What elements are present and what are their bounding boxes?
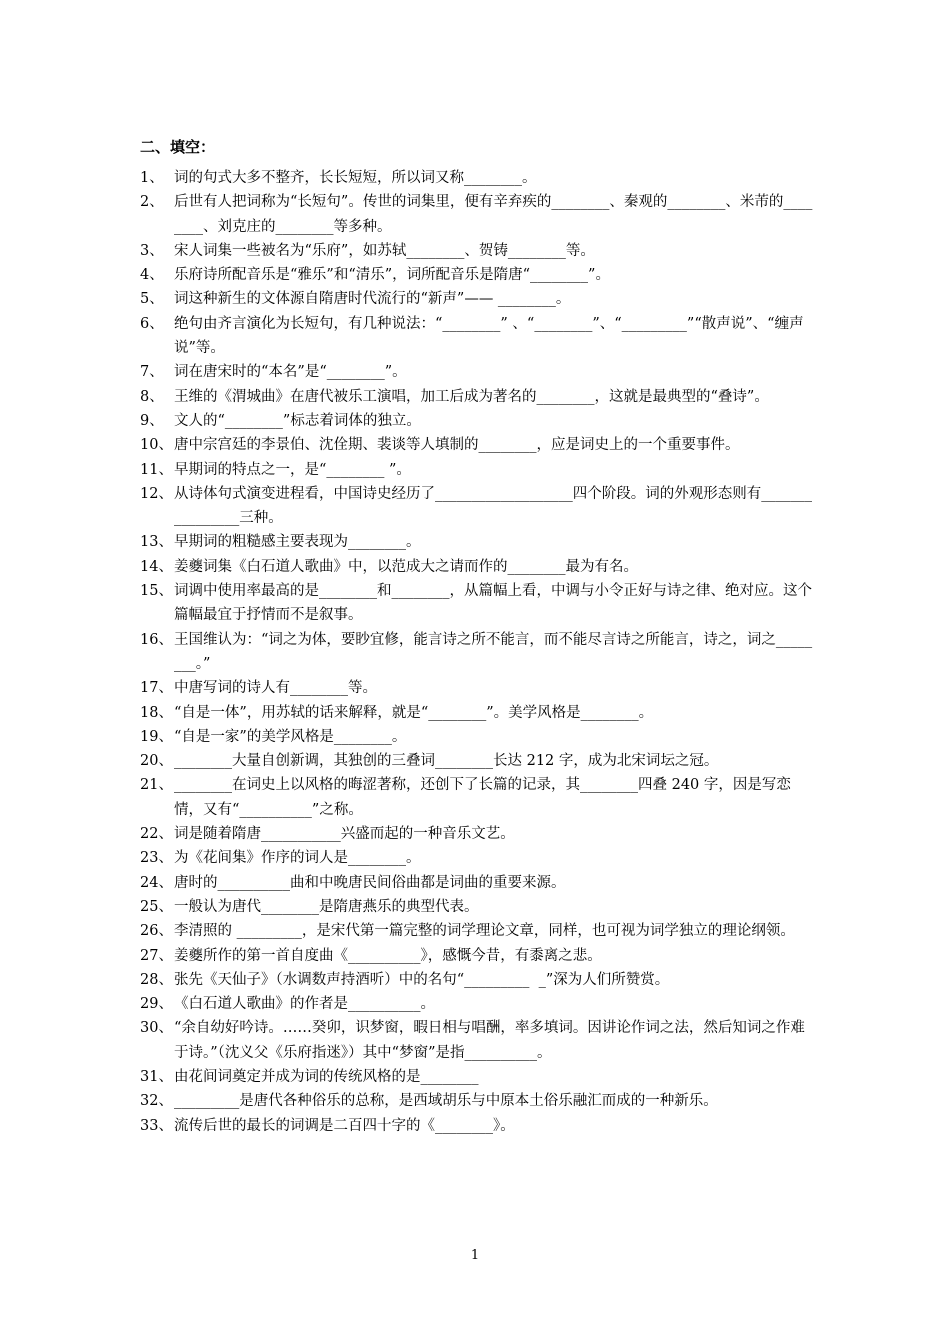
question-number: 10、	[140, 437, 173, 454]
question-item	[140, 871, 815, 895]
question-number: 8、	[140, 388, 164, 405]
question-text: 早期词的粗糙感主要表现为________。	[174, 534, 421, 551]
question-number: 26、	[140, 923, 173, 940]
question-item	[140, 287, 815, 311]
question-number: 4、	[140, 267, 164, 284]
question-text: 早期词的特点之一，是“________ ”。	[174, 461, 411, 478]
question-item	[140, 992, 815, 1016]
question-item	[140, 725, 815, 749]
question-number: 17、	[140, 680, 173, 697]
question-item	[140, 968, 815, 992]
question-number: 29、	[140, 996, 173, 1013]
question-item	[140, 458, 815, 482]
question-item	[140, 555, 815, 579]
question-item	[140, 628, 815, 677]
question-text: 唐时的__________曲和中晚唐民间俗曲都是词曲的重要来源。	[174, 874, 566, 891]
question-number: 3、	[140, 242, 164, 259]
question-number: 5、	[140, 291, 164, 308]
question-item	[140, 166, 815, 190]
question-text: 张先《天仙子》（水调数声持酒听）中的名句“_________ _”深为人们所赞赏。	[174, 971, 670, 988]
question-text: “余自幼好吟诗。……癸卯，识梦窗，暇日相与唱酬，率多填词。因讲论作词之法，然后知词之作难于诗。”（沈义父《乐府指迷》）其中“梦窗”是指__________。	[174, 1020, 805, 1061]
question-item	[140, 1114, 815, 1138]
question-item	[140, 701, 815, 725]
question-item	[140, 190, 815, 239]
question-text: 宋人词集一些被名为“乐府”，如苏轼________、贺铸________等。	[174, 242, 595, 259]
question-item	[140, 822, 815, 846]
question-number: 20、	[140, 753, 173, 770]
question-number: 12、	[140, 485, 173, 502]
question-text: 《白石道人歌曲》的作者是__________。	[174, 996, 435, 1013]
question-text: “自是一体”，用苏轼的话来解释，就是“________”。美学风格是________。	[174, 704, 654, 721]
question-number: 22、	[140, 826, 173, 843]
question-number: 7、	[140, 364, 164, 381]
question-text: 词调中使用率最高的是________和________，从篇幅上看，中调与小令正好与诗之律、绝对应。这个篇幅最宜于抒情而不是叙事。	[174, 583, 812, 624]
question-text: 词是随着隋唐___________兴盛而起的一种音乐文艺。	[174, 826, 515, 843]
question-number: 33、	[140, 1117, 173, 1134]
question-number: 32、	[140, 1093, 173, 1110]
question-text: 姜夔所作的第一首自度曲《__________》，感慨今昔，有黍离之悲。	[174, 947, 602, 964]
question-text: “自是一家”的美学风格是________。	[174, 728, 407, 745]
question-text: 一般认为唐代________是隋唐燕乐的典型代表。	[174, 898, 479, 915]
question-item	[140, 676, 815, 700]
question-number: 30、	[140, 1020, 173, 1037]
question-item	[140, 1089, 815, 1113]
question-number: 16、	[140, 631, 173, 648]
question-text: 词的句式大多不整齐，长长短短，所以词又称________。	[174, 170, 537, 186]
question-number: 19、	[140, 728, 173, 745]
question-text: 中唐写词的诗人有________等。	[174, 680, 377, 697]
question-number: 27、	[140, 947, 173, 964]
question-number: 9、	[140, 412, 164, 429]
question-item	[140, 312, 815, 361]
question-text: 为《花间集》作序的词人是________。	[174, 850, 421, 867]
question-text: 唐中宗宫廷的李景伯、沈佺期、裴谈等人填制的________，应是词史上的一个重要事件。	[174, 437, 740, 454]
question-item	[140, 773, 815, 822]
question-text: 文人的“________”标志着词体的独立。	[174, 412, 421, 429]
question-number: 18、	[140, 704, 173, 721]
question-number: 1、	[140, 170, 164, 186]
question-number: 6、	[140, 315, 164, 332]
question-number: 24、	[140, 874, 173, 891]
question-item	[140, 360, 815, 384]
question-item	[140, 482, 815, 531]
question-list	[140, 166, 815, 1138]
question-number: 15、	[140, 583, 173, 600]
question-text: 绝句由齐言演化为长短句，有几种说法：“________” 、“________”、“_________”“散声说”、“缠声说”等。	[174, 315, 804, 357]
question-text: ________在词史上以风格的晦涩著称，还创下了长篇的记录，其________四叠 240 字，因是写恋情，又有“__________”之称。	[174, 777, 791, 818]
question-text: 词这种新生的文体源自隋唐时代流行的“新声”—— ________。	[174, 291, 571, 308]
question-number: 13、	[140, 534, 173, 551]
question-item	[140, 1016, 815, 1065]
question-text: 李清照的 _________，是宋代第一篇完整的词学理论文章，同样，也可视为词学独立的理论纲领。	[174, 923, 795, 940]
question-item	[140, 944, 815, 968]
question-item	[140, 385, 815, 409]
question-item	[140, 846, 815, 870]
question-text: ________大量自创新调，其独创的三叠词________长达 212 字，成为北宋词坛之冠。	[174, 753, 719, 770]
question-text: 王国维认为：“词之为体，要眇宜修，能言诗之所不能言，而不能尽言诗之所能言，诗之，词之________。”	[174, 631, 813, 672]
question-text: 乐府诗所配音乐是“雅乐”和“清乐”，词所配音乐是隋唐“________”。	[174, 267, 610, 284]
question-text: 后世有人把词称为“长短句”。传世的词集里，便有辛弃疾的________、秦观的________、米芾的________、刘克庄的________等多种。	[174, 194, 813, 235]
question-item	[140, 530, 815, 554]
question-item	[140, 749, 815, 773]
question-text: 由花间词奠定并成为词的传统风格的是________	[174, 1068, 479, 1085]
question-item	[140, 579, 815, 628]
question-number: 31、	[140, 1068, 173, 1085]
question-number: 2、	[140, 194, 164, 211]
question-item	[140, 919, 815, 943]
question-text: _________是唐代各种俗乐的总称，是西域胡乐与中原本土俗乐融汇而成的一种新乐。	[174, 1093, 718, 1110]
question-number: 14、	[140, 558, 173, 575]
section-title: 二、填空：	[140, 138, 216, 156]
question-item	[140, 239, 815, 263]
question-item	[140, 433, 815, 457]
question-item	[140, 409, 815, 433]
question-item	[140, 263, 815, 287]
question-number: 28、	[140, 971, 173, 988]
question-text: 词在唐宋时的“本名”是“________”。	[174, 364, 407, 381]
page-number: 1	[470, 1248, 480, 1263]
question-item	[140, 1065, 815, 1089]
question-number: 21、	[140, 777, 173, 794]
question-number: 23、	[140, 850, 173, 867]
question-item	[140, 895, 815, 919]
question-text: 从诗体句式演变进程看，中国诗史经历了___________________四个阶段。词的外观形态则有________________三种。	[174, 485, 812, 527]
question-text: 王维的《渭城曲》在唐代被乐工演唱，加工后成为著名的________，这就是最典型的“叠诗”。	[174, 388, 769, 405]
question-number: 25、	[140, 898, 173, 915]
question-text: 姜夔词集《白石道人歌曲》中，以范成大之请而作的________最为有名。	[174, 558, 638, 575]
question-number: 11、	[140, 461, 173, 478]
question-text: 流传后世的最长的词调是二百四十字的《________》。	[174, 1117, 515, 1134]
